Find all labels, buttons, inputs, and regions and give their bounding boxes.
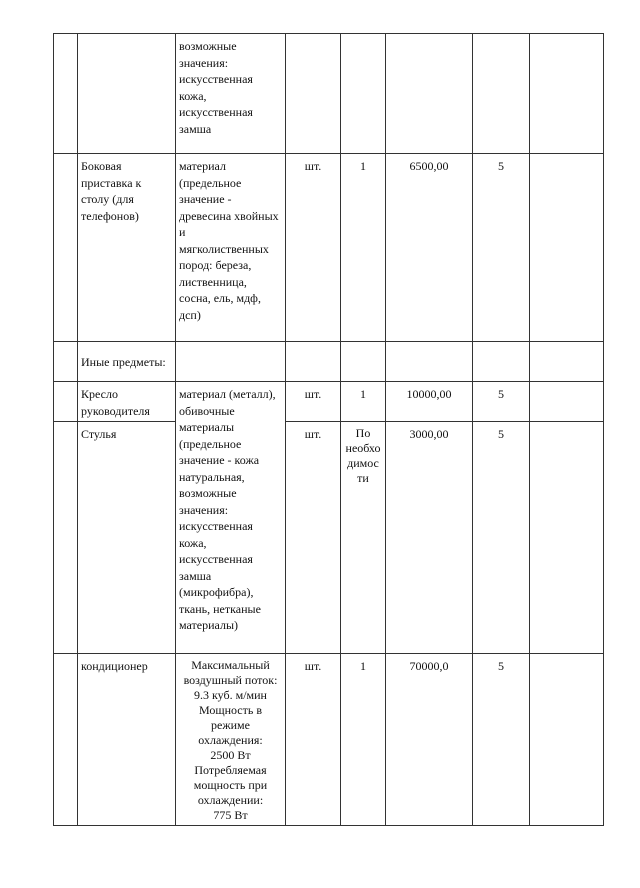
item-description: Максимальный воздушный поток: 9.3 куб. м/мин Мощность в режиме охлаждения: 2500 Вт Потребляемая мощность при охлаждении: 775 Вт [176,654,286,826]
num-cell [54,422,78,654]
table-row [54,654,604,826]
item-name-cell [78,34,176,154]
unit-cell: шт. [286,654,341,826]
extra-cell [530,34,604,154]
price-cell: 70000,0 [386,654,473,826]
empty-cell [386,342,473,382]
num-cell [54,654,78,826]
table-row [54,422,604,654]
extra-cell [530,654,604,826]
num-cell [54,34,78,154]
item-description: возможные значения: искусственная кожа, искусственная замша [176,34,286,154]
empty-cell [341,342,386,382]
years-cell: 5 [473,154,530,342]
years-cell: 5 [473,422,530,654]
price-cell [386,34,473,154]
years-cell: 5 [473,654,530,826]
item-name: кондиционер [78,654,176,826]
price-cell: 6500,00 [386,154,473,342]
quantity-cell: 1 [341,154,386,342]
empty-cell [176,342,286,382]
items-table [53,33,604,826]
num-cell [54,154,78,342]
price-cell: 10000,00 [386,382,473,422]
unit-cell: шт. [286,422,341,654]
quantity-cell [341,34,386,154]
extra-cell [530,422,604,654]
table-row [54,154,604,342]
extra-cell [530,382,604,422]
num-cell [54,342,78,382]
empty-cell [530,342,604,382]
quantity-cell: 1 [341,382,386,422]
table-row [54,382,604,422]
table-row [54,34,604,154]
item-description: материал (металл), обивочные материалы (предельное значение - кожа натуральная, возможные значения: искусственная кожа, искусственная замша (микрофибра), ткань, нетканые материалы) [176,382,286,654]
years-cell: 5 [473,382,530,422]
section-title: Иные предметы: [78,342,176,382]
quantity-cell: 1 [341,654,386,826]
item-name: Стулья [78,422,176,654]
empty-cell [473,342,530,382]
num-cell [54,382,78,422]
item-name: Боковая приставка к столу (для телефонов) [78,154,176,342]
years-cell [473,34,530,154]
unit-cell [286,34,341,154]
extra-cell [530,154,604,342]
price-cell: 3000,00 [386,422,473,654]
quantity-cell: По необхо димос ти [341,422,386,654]
item-name: Кресло руководителя [78,382,176,422]
empty-cell [286,342,341,382]
unit-cell: шт. [286,154,341,342]
unit-cell: шт. [286,382,341,422]
item-description: материал (предельное значение - древесина хвойных и мягколиственных пород: береза, лиственница, сосна, ель, мдф, дсп) [176,154,286,342]
section-row [54,342,604,382]
